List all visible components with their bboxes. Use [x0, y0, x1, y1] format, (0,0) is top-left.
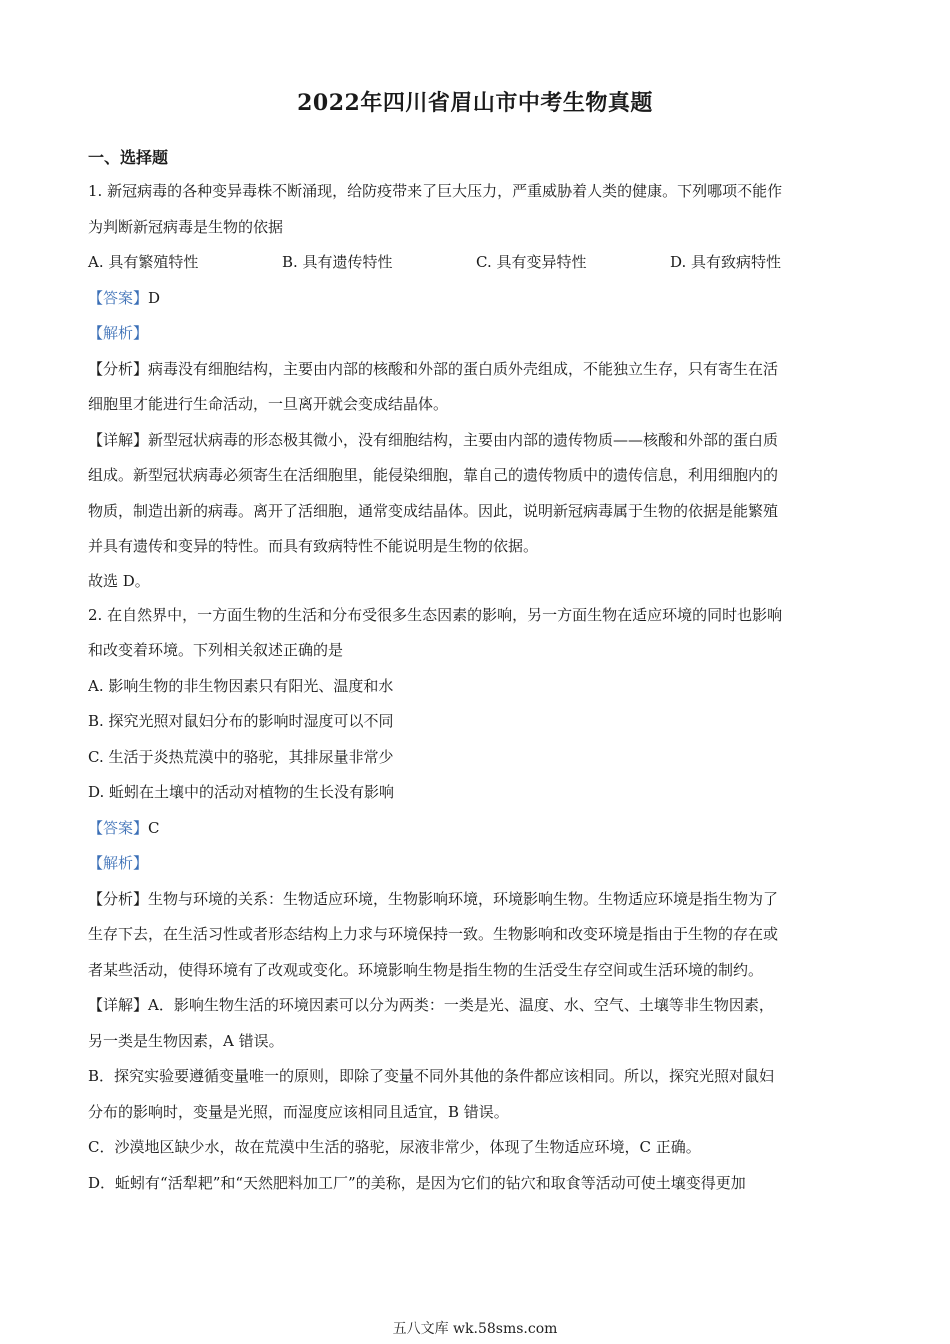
q1-fenxi-line: 细胞里才能进行生命活动，一旦离开就会变成结晶体。 — [88, 395, 449, 413]
q1-option-d: D. 具有致病特性 — [670, 253, 782, 271]
answer-value: D — [148, 288, 161, 307]
answer-value: C — [148, 818, 160, 837]
fenxi-text: 生物与环境的关系：生物适应环境，生物影响环境，环境影响生物。生物适应环境是指生物为了 — [148, 889, 779, 908]
q1-stem-line: 为判断新冠病毒是生物的依据 — [88, 217, 284, 236]
q2-fenxi-line: 生存下去，在生活习性或者形态结构上力求与环境保持一致。生物影响和改变环境是指由于生物的存在或 — [88, 925, 779, 943]
q1-conclusion: 故选 D。 — [88, 571, 150, 590]
q1-xiangjie-line: 组成。新型冠状病毒必须寄生在活细胞里，能侵染细胞，靠自己的遗传物质中的遗传信息，利用细胞内的 — [88, 466, 779, 484]
fenxi-tag: 【分析】 — [88, 889, 149, 908]
q2-answer — [88, 811, 864, 847]
q2-option-a: A. 影响生物的非生物因素只有阳光、温度和水 — [88, 676, 394, 695]
analysis-tag: 【解析】 — [88, 854, 149, 872]
q1-xiangjie-line: 物质，制造出新的病毒。离开了活细胞，通常变成结晶体。因此，说明新冠病毒属于生物的依据是能繁殖 — [88, 501, 779, 520]
q2-xiangjie-line — [88, 988, 864, 1024]
analysis-tag: 【解析】 — [88, 324, 149, 342]
q1-stem-line: 1. 新冠病毒的各种变异毒株不断涌现，给防疫带来了巨大压力，严重威胁着人类的健康。下列哪项不能作 — [88, 182, 783, 200]
q2-analysis — [88, 846, 864, 882]
q2-fenxi-line: 者某些活动，使得环境有了改观或变化。环境影响生物是指生物的生活受生存空间或生活环境的制约。 — [88, 960, 764, 979]
q2-option-d: D. 蚯蚓在土壤中的活动对植物的生长没有影响 — [88, 783, 395, 801]
q1-fenxi-line — [88, 352, 864, 388]
xiangjie-tag: 【详解】 — [88, 430, 149, 449]
q2-stem-line: 2. 在自然界中，一方面生物的生活和分布受很多生态因素的影响，另一方面生物在适应环境的同时也影响 — [88, 605, 783, 624]
q1-answer — [88, 281, 864, 317]
page-title: 2022年四川省眉山市中考生物真题 — [297, 90, 653, 116]
q2-xiangjie-line: 另一类是生物因素，A 错误。 — [88, 1031, 284, 1050]
q2-xiangjie-line: C．沙漠地区缺少水，故在荒漠中生活的骆驼，尿液非常少，体现了生物适应环境，C 正确。 — [88, 1138, 701, 1156]
xiangjie-tag: 【详解】 — [88, 996, 149, 1014]
q2-xiangjie-line: D．蚯蚓有“活犁耙”和“天然肥料加工厂”的美称，是因为它们的钻穴和取食等活动可使土壤变得更加 — [88, 1173, 746, 1192]
q1-option-c: C. 具有变异特性 — [476, 253, 587, 271]
xiangjie-text: A．影响生物生活的环境因素可以分为两类：一类是光、温度、水、空气、土壤等非生物因素， — [148, 996, 774, 1014]
answer-tag: 【答案】 — [88, 288, 149, 307]
answer-tag: 【答案】 — [88, 818, 149, 837]
q1-options — [88, 245, 864, 281]
document-body — [88, 142, 864, 1201]
q1-xiangjie-line — [88, 423, 864, 459]
xiangjie-text: 新型冠状病毒的形态极其微小，没有细胞结构，主要由内部的遗传物质——核酸和外部的蛋白质 — [148, 430, 779, 449]
q1-option-a: A. 具有繁殖特性 — [88, 253, 199, 271]
q2-stem-line: 和改变着环境。下列相关叙述正确的是 — [88, 641, 344, 659]
q2-option-b: B. 探究光照对鼠妇分布的影响时湿度可以不同 — [88, 712, 394, 730]
page-footer-watermark: 五八文库 wk.58sms.com — [392, 1321, 558, 1337]
q2-option-c: C. 生活于炎热荒漠中的骆驼，其排尿量非常少 — [88, 747, 394, 766]
fenxi-tag: 【分析】 — [88, 359, 149, 378]
q2-xiangjie-line: 分布的影响时，变量是光照，而湿度应该相同且适宜，B 错误。 — [88, 1102, 509, 1121]
q1-option-b: B. 具有遗传特性 — [282, 253, 393, 271]
q2-xiangjie-line: B．探究实验要遵循变量唯一的原则，即除了变量不同外其他的条件都应该相同。所以，探究光照对鼠妇 — [88, 1067, 775, 1085]
q2-fenxi-line — [88, 882, 864, 918]
q1-analysis — [88, 316, 864, 352]
section-heading: 一、选择题 — [88, 148, 169, 167]
fenxi-text: 病毒没有细胞结构，主要由内部的核酸和外部的蛋白质外壳组成，不能独立生存，只有寄生在活 — [148, 359, 779, 378]
q1-xiangjie-line: 并具有遗传和变异的特性。而具有致病特性不能说明是生物的依据。 — [88, 537, 539, 555]
